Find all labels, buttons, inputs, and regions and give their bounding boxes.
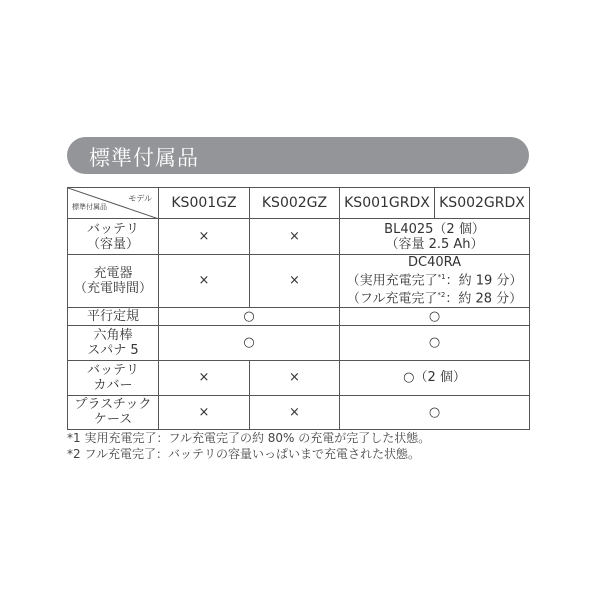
cell: × bbox=[159, 360, 250, 395]
table-row bbox=[68, 360, 530, 395]
table-row bbox=[68, 307, 530, 325]
footnote: *2 フル充電完了：バッテリの容量いっぱいまで充電された状態。 bbox=[67, 447, 420, 461]
cell: DC40RA （実用充電完了$^{*1}$：約 19 分） （フル充電完了$^{*2}$：約 28 分） bbox=[340, 255, 530, 308]
model-header: KS001GRDX bbox=[340, 188, 435, 219]
corner-item-label: 標準付属品 bbox=[72, 203, 107, 211]
cell: ○（2 個） bbox=[340, 360, 530, 395]
table-row bbox=[68, 255, 530, 308]
row-label: バッテリ （容量） bbox=[68, 219, 159, 255]
footnotes bbox=[67, 430, 430, 462]
row-label: 平行定規 bbox=[68, 307, 159, 325]
cell: BL4025（2 個） （容量 2.5 Ah） bbox=[340, 219, 530, 255]
table-header-row bbox=[68, 188, 530, 219]
footnote: *1 実用充電完了：フル充電完了の約 80% の充電が完了した状態。 bbox=[67, 431, 431, 445]
model-header: KS001GZ bbox=[159, 188, 250, 219]
row-label: プラスチック ケース bbox=[68, 395, 159, 429]
cell: ○ bbox=[340, 395, 530, 429]
table-row bbox=[68, 219, 530, 255]
cell: × bbox=[250, 219, 340, 255]
table-row bbox=[68, 395, 530, 429]
row-label: 六角棒 スパナ 5 bbox=[68, 325, 159, 360]
cell: ○ bbox=[340, 325, 530, 360]
model-header: KS002GRDX bbox=[435, 188, 530, 219]
cell: × bbox=[250, 255, 340, 308]
cell: ○ bbox=[159, 325, 340, 360]
accessories-table bbox=[67, 187, 530, 430]
corner-cell bbox=[68, 188, 159, 219]
model-header: KS002GZ bbox=[250, 188, 340, 219]
cell: × bbox=[250, 360, 340, 395]
cell: × bbox=[159, 395, 250, 429]
table-row bbox=[68, 325, 530, 360]
section-heading bbox=[67, 137, 529, 174]
cell: ○ bbox=[340, 307, 530, 325]
corner-model-label: モデル bbox=[128, 194, 152, 203]
section-title: 標準付属品 bbox=[89, 146, 199, 170]
cell: × bbox=[159, 255, 250, 308]
cell: × bbox=[250, 395, 340, 429]
cell: ○ bbox=[159, 307, 340, 325]
row-label: 充電器 （充電時間） bbox=[68, 255, 159, 308]
cell: × bbox=[159, 219, 250, 255]
row-label: バッテリ カバー bbox=[68, 360, 159, 395]
